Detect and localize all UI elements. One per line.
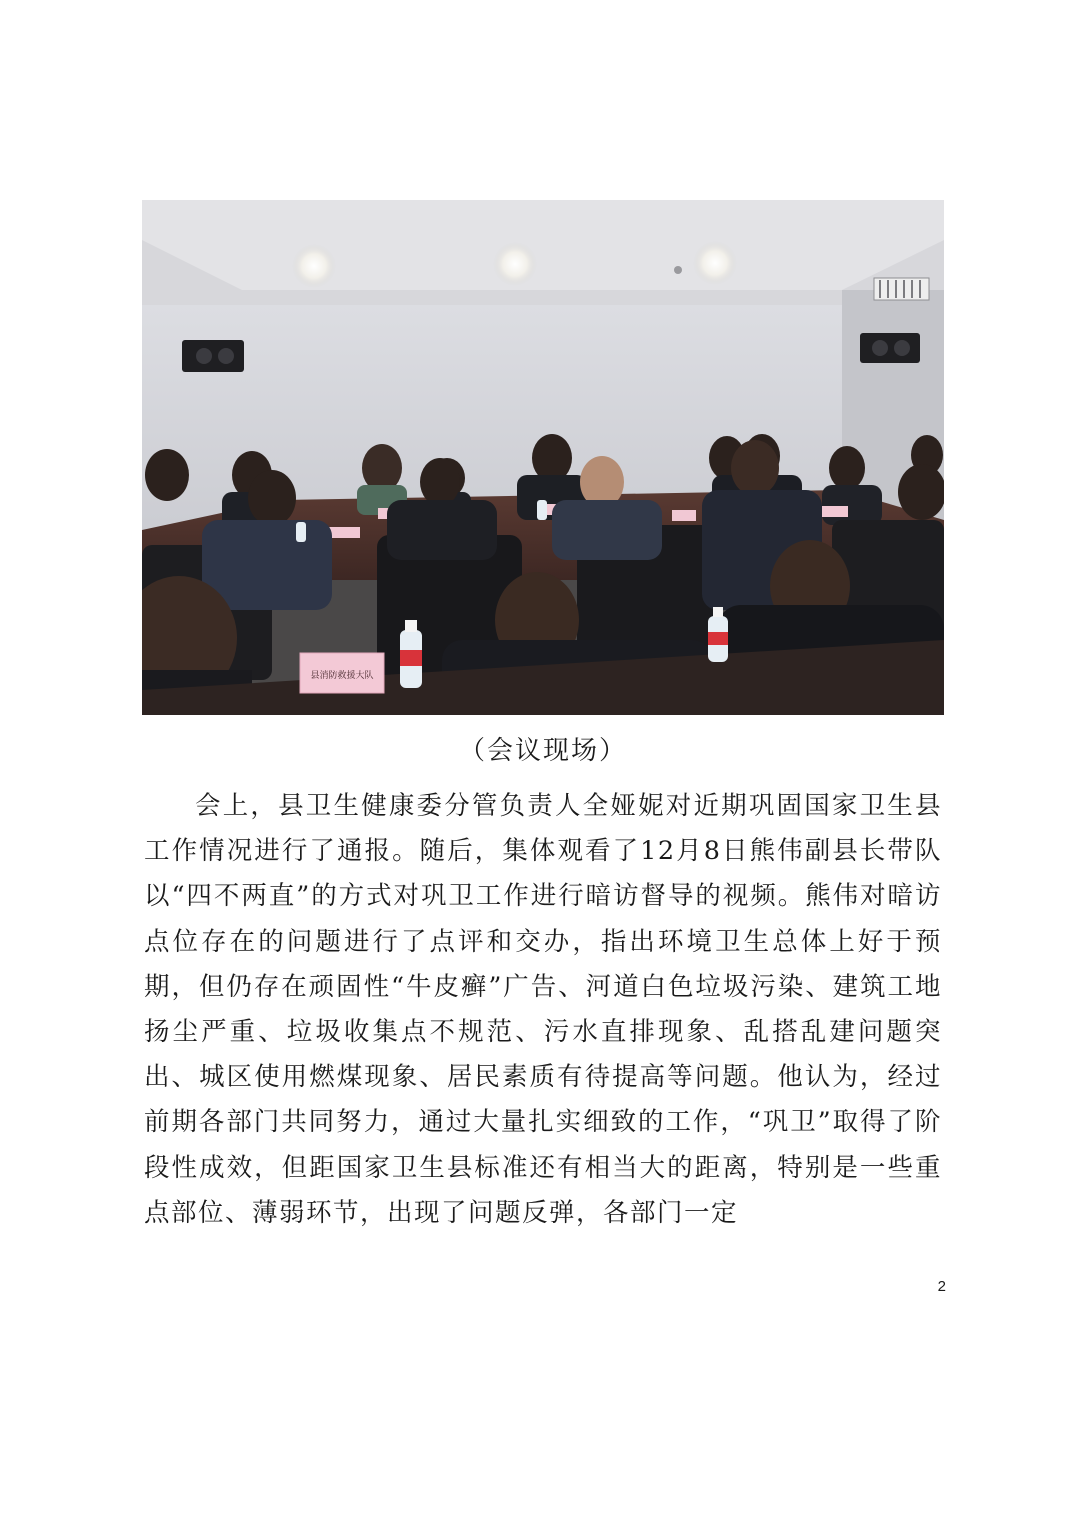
paragraph: 会上，县卫生健康委分管负责人全娅妮对近期巩固国家卫生县工作情况进行了通报。随后，集体观看了12月8日熊伟副县长带队以“四不两直”的方式对巩卫工作进行暗访督导的视频。熊伟对暗访点位存在的问题进行了点评和交办，指出环境卫生总体上好于预期，但仍存在顽固性“牛皮癣”广告、河道白色垃圾污染、建筑工地扬尘严重、垃圾收集点不规范、污水直排现象、乱搭乱建问题突出、城区使用燃煤现象、居民素质有待提高等问题。他认为，经过前期各部门共同努力，通过大量扎实细致的工作，“巩卫”取得了阶段性成效，但距国家卫生县标准还有相当大的距离，特别是一些重点部位、薄弱环节，出现了问题反弹，各部门一定	[144, 791, 942, 1228]
page-number: 2	[937, 1278, 946, 1295]
meeting-photo	[142, 200, 944, 715]
nameplate-label: 县消防救援大队	[310, 671, 374, 681]
body-text	[144, 784, 942, 1236]
photo-caption: （会议现场）	[458, 736, 627, 766]
